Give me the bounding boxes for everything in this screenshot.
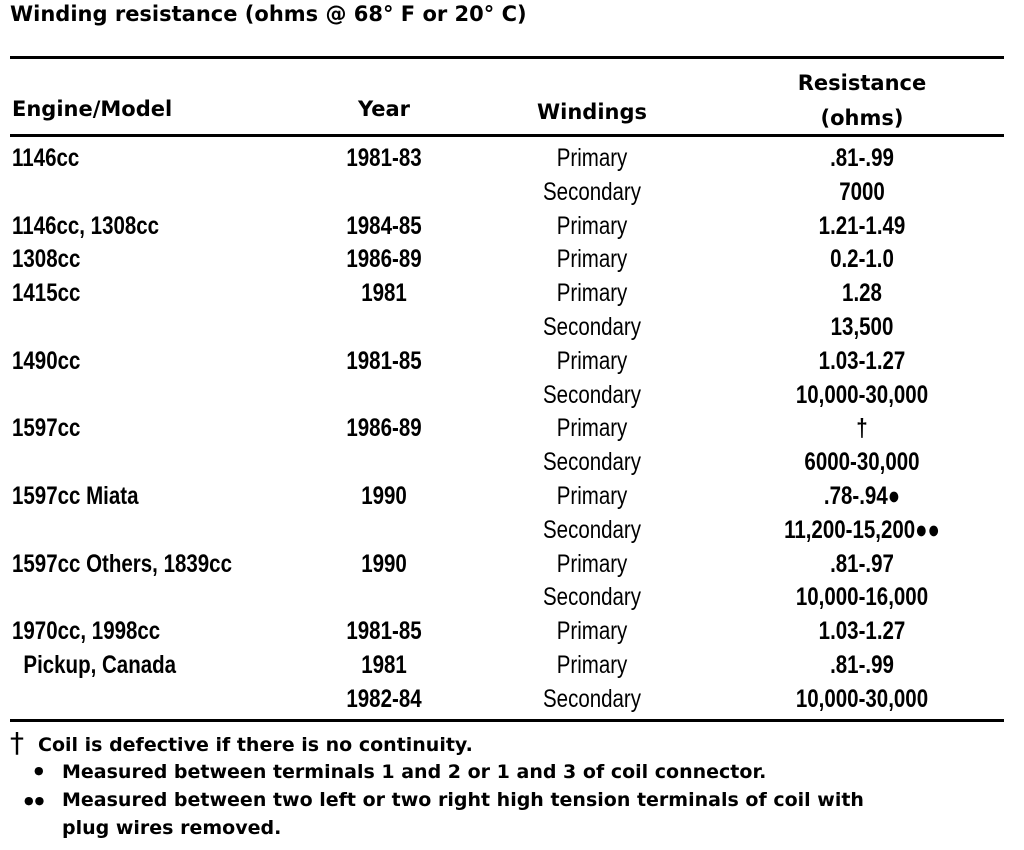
- table-row: [0, 480, 1024, 514]
- table-row: [0, 277, 1024, 311]
- cell-resistance: 13,500: [830, 312, 894, 341]
- cell-resistance: 10,000-30,000: [795, 684, 929, 713]
- header-resistance-line1: Resistance: [797, 71, 927, 95]
- footnote-double-dot-line2: plug wires removed.: [62, 817, 282, 839]
- cell-resistance: †: [856, 414, 868, 443]
- dagger-mark: †: [10, 726, 24, 759]
- cell-engine-model: 1308cc: [12, 245, 81, 274]
- cell-windings: Primary: [556, 549, 628, 578]
- cell-year: 1986-89: [346, 414, 422, 443]
- table-title: Winding resistance (ohms @ 68° F or 20° C): [10, 2, 527, 26]
- cell-year: 1981: [361, 650, 407, 679]
- cell-windings: Secondary: [542, 684, 642, 713]
- header-resistance-line2: (ohms): [820, 106, 904, 130]
- cell-windings: Primary: [556, 617, 628, 646]
- cell-windings: Primary: [556, 346, 628, 375]
- cell-resistance: 10,000-30,000: [795, 380, 929, 409]
- cell-windings: Primary: [556, 144, 628, 172]
- cell-windings: Secondary: [542, 177, 642, 206]
- cell-resistance: 11,200-15,200●●: [784, 515, 940, 544]
- table-row: [0, 649, 1024, 683]
- header-windings: Windings: [536, 100, 648, 124]
- cell-resistance: 1.03-1.27: [818, 617, 906, 646]
- footnote-dot: Measured between terminals 1 and 2 or 1 and 3 of coil connector.: [62, 761, 767, 783]
- cell-windings: Secondary: [542, 380, 642, 409]
- table-row: [0, 345, 1024, 379]
- cell-engine-model: 1146cc, 1308cc: [12, 211, 160, 240]
- cell-resistance: 6000-30,000: [804, 448, 920, 477]
- cell-year: 1981-85: [346, 617, 422, 646]
- cell-resistance: .81-.99: [830, 650, 894, 679]
- cell-year: 1981-83: [346, 144, 422, 172]
- table-row: [0, 412, 1024, 446]
- cell-engine-model: 1597cc Miata: [12, 481, 139, 510]
- table-row: [0, 243, 1024, 277]
- cell-year: 1981: [361, 279, 407, 308]
- cell-engine-model: Pickup, Canada: [12, 650, 177, 679]
- cell-windings: Primary: [556, 414, 628, 443]
- double-dot-mark: ●●: [24, 794, 46, 807]
- dot-mark: ●: [34, 764, 44, 777]
- cell-year: 1984-85: [346, 211, 422, 240]
- cell-year: 1986-89: [346, 245, 422, 274]
- table-row: [0, 311, 1024, 345]
- cell-engine-model: 1490cc: [12, 346, 81, 375]
- cell-year: 1990: [361, 481, 407, 510]
- bottom-rule: [10, 719, 1004, 722]
- cell-windings: Secondary: [542, 312, 642, 341]
- cell-year: 1982-84: [346, 684, 422, 713]
- cell-windings: Primary: [556, 211, 628, 240]
- table-row: [0, 514, 1024, 548]
- footnote-double-dot-line1: Measured between two left or two right high tension terminals of coil with: [62, 789, 864, 811]
- cell-resistance: 7000: [839, 177, 885, 206]
- cell-windings: Secondary: [542, 515, 642, 544]
- table-row: [0, 379, 1024, 413]
- table-row: [0, 176, 1024, 210]
- header-engine-model: Engine/Model: [12, 97, 173, 121]
- cell-engine-model: 1415cc: [12, 279, 81, 308]
- header-year: Year: [357, 97, 411, 121]
- table-body: [0, 142, 1024, 717]
- cell-windings: Primary: [556, 245, 628, 274]
- cell-windings: Primary: [556, 650, 628, 679]
- header-resistance: [798, 66, 926, 136]
- cell-resistance: .81-.99: [830, 144, 894, 172]
- cell-resistance: 1.21-1.49: [818, 211, 906, 240]
- cell-resistance: 1.03-1.27: [818, 346, 906, 375]
- cell-year: 1981-85: [346, 346, 422, 375]
- table-row: [0, 142, 1024, 176]
- top-rule: [10, 56, 1004, 59]
- cell-windings: Secondary: [542, 583, 642, 612]
- cell-engine-model: 1970cc, 1998cc: [12, 617, 161, 646]
- cell-resistance: 1.28: [842, 279, 882, 308]
- cell-resistance: 10,000-16,000: [795, 583, 929, 612]
- cell-resistance: 0.2-1.0: [830, 245, 894, 274]
- cell-year: 1990: [361, 549, 407, 578]
- cell-engine-model: 1597cc Others, 1839cc: [12, 549, 232, 578]
- cell-engine-model: 1146cc: [12, 144, 80, 172]
- cell-windings: Secondary: [542, 448, 642, 477]
- cell-resistance: .78-.94●: [823, 481, 901, 510]
- table-row: [0, 548, 1024, 582]
- header-rule: [10, 134, 1004, 137]
- cell-windings: Primary: [556, 481, 628, 510]
- table-row: [0, 210, 1024, 244]
- table-row: [0, 446, 1024, 480]
- footnote-dagger: Coil is defective if there is no continuity.: [38, 734, 473, 756]
- cell-resistance: .81-.97: [830, 549, 894, 578]
- cell-windings: Primary: [556, 279, 628, 308]
- table-row: [0, 581, 1024, 615]
- table-row: [0, 683, 1024, 717]
- cell-engine-model: 1597cc: [12, 414, 81, 443]
- table-row: [0, 615, 1024, 649]
